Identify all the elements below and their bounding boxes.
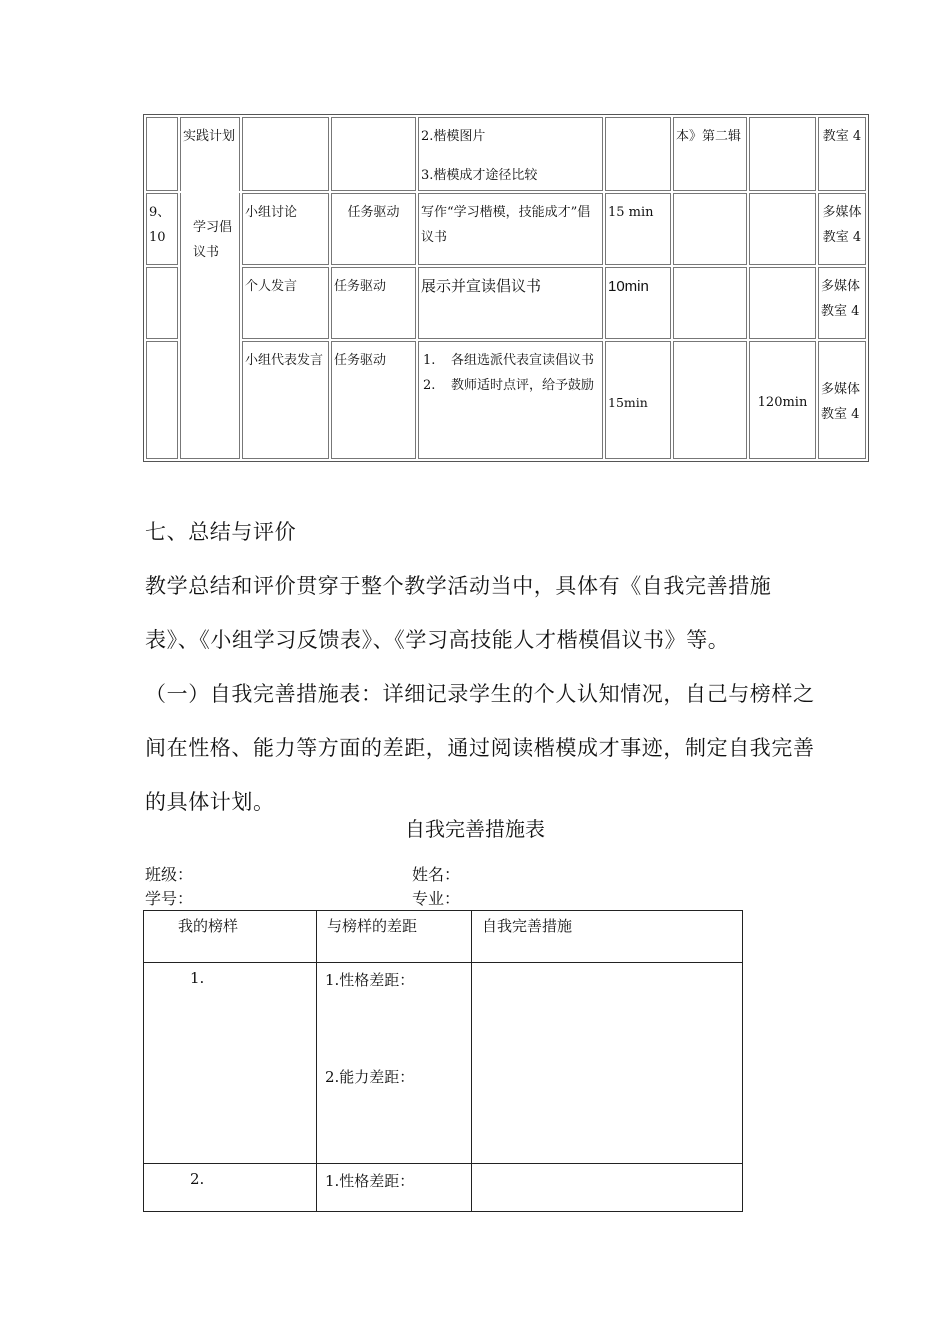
activity-cell	[242, 193, 329, 265]
time-cell	[605, 117, 671, 191]
time-cell	[605, 341, 671, 459]
time-text: 10min	[608, 278, 649, 295]
place-text: 多媒体教室 4	[822, 205, 862, 245]
content-item: 2.楷模图片	[421, 129, 486, 144]
time-text: 15 min	[608, 205, 654, 220]
method-text: 任务驱动	[334, 353, 387, 368]
role-model-cell	[144, 963, 317, 1164]
activity-text: 小组代表发言	[245, 353, 324, 368]
class-label: 班级：	[145, 865, 194, 884]
name-label: 姓名：	[412, 865, 461, 884]
stage-label: 实践计划	[183, 129, 236, 144]
header-role-model: 我的榜样	[178, 917, 239, 935]
topic-text: 学习倡议书	[193, 220, 233, 260]
total-cell	[749, 193, 816, 265]
header-cell	[472, 911, 743, 963]
hour-cell	[146, 267, 178, 339]
total-cell	[749, 341, 816, 459]
place-text: 多媒体教室 4	[821, 382, 861, 422]
row-index: 2.	[190, 1170, 205, 1188]
role-model-cell	[144, 1164, 317, 1212]
table-row	[144, 963, 743, 1164]
paragraph: 教学总结和评价贯穿于整个教学活动当中，具体有《自我完善措施表》、《小组学习反馈表》、《学习高技能人才楷模倡议书》等。	[145, 574, 772, 652]
content-cell	[418, 117, 603, 191]
teaching-plan-table	[143, 114, 869, 462]
step-text: 教师适时点评，给予鼓励	[451, 378, 595, 393]
activity-cell	[242, 267, 329, 339]
gap-cell	[317, 1164, 472, 1212]
material-text: 本》第二辑	[676, 129, 742, 144]
header-measures: 自我完善措施	[482, 917, 573, 935]
section-heading: 七、总结与评价	[145, 520, 297, 544]
place-text: 教室 4	[822, 129, 862, 144]
place-text: 多媒体教室 4	[821, 279, 861, 319]
hour-cell	[146, 117, 178, 191]
topic-cell	[180, 193, 240, 459]
stage-cell	[180, 117, 240, 191]
time-cell	[605, 267, 671, 339]
row-index: 1.	[190, 969, 205, 987]
step-number: 2.	[423, 378, 436, 393]
form-title: 自我完善措施表	[405, 817, 545, 841]
total-text: 120min	[757, 394, 808, 410]
material-cell	[673, 267, 747, 339]
method-cell	[331, 193, 416, 265]
table-row	[146, 341, 866, 459]
content-item: 3.楷模成才途径比较	[421, 168, 538, 183]
content-cell	[418, 193, 603, 265]
personality-gap-label: 1.性格差距：	[325, 971, 415, 989]
table-row	[146, 117, 866, 191]
id-label: 学号：	[145, 889, 194, 908]
step-list	[421, 348, 600, 398]
table-header-row	[144, 911, 743, 963]
gap-cell	[317, 963, 472, 1164]
activity-text: 个人发言	[245, 279, 298, 294]
method-cell	[331, 117, 416, 191]
table-row	[144, 1164, 743, 1212]
list-item	[421, 373, 600, 398]
method-cell	[331, 267, 416, 339]
hour-cell	[146, 341, 178, 459]
method-cell	[331, 341, 416, 459]
time-cell	[605, 193, 671, 265]
list-item	[421, 348, 600, 373]
content-text: 写作“学习楷模，技能成才”倡议书	[421, 205, 591, 245]
activity-cell	[242, 341, 329, 459]
activity-text: 小组讨论	[245, 205, 298, 220]
self-improvement-table	[143, 910, 743, 1212]
header-cell	[144, 911, 317, 963]
place-cell	[818, 341, 866, 459]
content-text: 展示并宣读倡议书	[421, 277, 542, 295]
table-row	[146, 267, 866, 339]
place-cell	[818, 193, 866, 265]
total-cell	[749, 267, 816, 339]
table-row	[146, 193, 866, 265]
header-gap: 与榜样的差距	[327, 917, 418, 935]
personality-gap-label: 1.性格差距：	[325, 1172, 415, 1190]
time-text: 15min	[608, 394, 648, 410]
step-text: 各组选派代表宣读倡议书	[451, 353, 595, 368]
step-number: 1.	[423, 353, 436, 368]
paragraph: （一）自我完善措施表：详细记录学生的个人认知情况，自己与榜样之间在性格、能力等方面的差距，通过阅读楷模成才事迹，制定自我完善的具体计划。	[145, 682, 815, 814]
place-cell	[818, 117, 866, 191]
content-cell	[418, 267, 603, 339]
hour-cell	[146, 193, 178, 265]
material-cell	[673, 193, 747, 265]
content-cell	[418, 341, 603, 459]
header-cell	[317, 911, 472, 963]
major-label: 专业：	[412, 889, 461, 908]
measure-cell	[472, 1164, 743, 1212]
measure-cell	[472, 963, 743, 1164]
material-cell	[673, 117, 747, 191]
method-text: 任务驱动	[347, 205, 400, 220]
material-cell	[673, 341, 747, 459]
hour-text: 9、10	[149, 205, 171, 245]
ability-gap-label: 2.能力差距：	[325, 1068, 415, 1086]
activity-cell	[242, 117, 329, 191]
total-cell	[749, 117, 816, 191]
place-cell	[818, 267, 866, 339]
method-text: 任务驱动	[334, 279, 387, 294]
